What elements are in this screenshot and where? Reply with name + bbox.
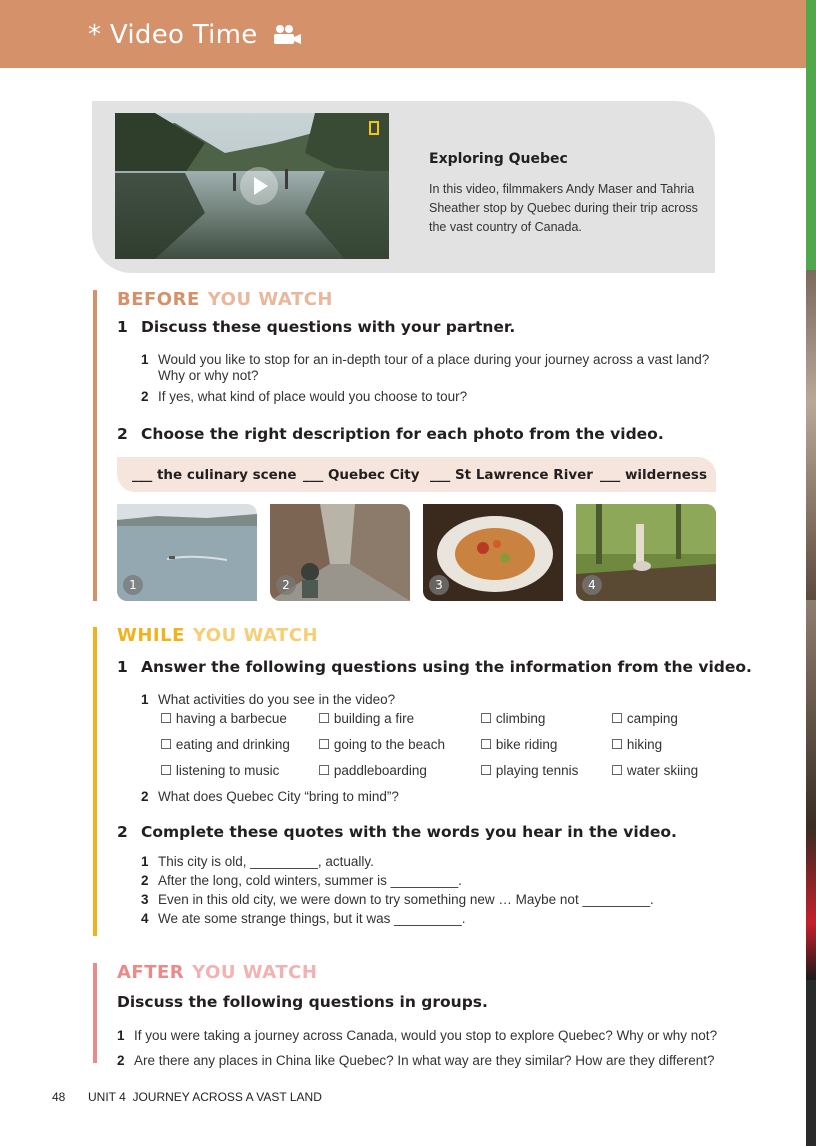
word-bank-item: ___ St Lawrence River [430, 467, 593, 483]
option-checkbox[interactable]: ☐ going to the beach [318, 737, 445, 752]
video-thumbnail[interactable] [115, 113, 389, 259]
task-text: Complete these quotes with the words you hear in the video. [141, 823, 677, 841]
quote-item [141, 892, 654, 908]
option-checkbox[interactable]: ☐ building a fire [318, 711, 415, 726]
word-bank-item: ___ the culinary scene [132, 467, 297, 483]
word-bank-item: ___ wilderness [600, 467, 707, 483]
question-text: If you were taking a journey across Canada, would you stop to explore Quebec? Why or why not? [134, 1028, 718, 1043]
page-number: 48 [52, 1090, 66, 1104]
option-label: listening to music [175, 763, 280, 778]
after-question-2 [117, 1053, 715, 1069]
before-task-1 [117, 318, 515, 336]
before-question-2 [141, 389, 467, 405]
option-label: having a barbecue [175, 711, 287, 726]
after-heading [117, 962, 317, 983]
option-checkbox[interactable]: ☐ hiking [611, 737, 663, 752]
photo-number: 2 [276, 575, 296, 595]
quote-text: Even in this old city, we were down to try something new … Maybe not _________. [158, 892, 654, 907]
brand-logo-icon [369, 121, 379, 135]
quote-text: This city is old, _________, actually. [158, 854, 374, 869]
photo-culinary [423, 504, 563, 601]
video-camera-icon [272, 24, 302, 46]
task-number: 2 [117, 823, 128, 841]
while-heading [117, 625, 318, 646]
while-task-2 [117, 823, 677, 841]
option-checkbox[interactable]: ☐ eating and drinking [160, 737, 290, 752]
while-question-1 [141, 692, 395, 708]
before-task-2 [117, 425, 664, 443]
quote-item [141, 854, 374, 870]
while-heading-word1: WHILE [117, 625, 185, 646]
while-section-bar [93, 627, 97, 936]
photo-quebec-city [270, 504, 410, 601]
edge-photo-a [806, 270, 816, 600]
option-checkbox[interactable]: ☐ listening to music [160, 763, 280, 778]
word-bank-item: ___ Quebec City [303, 467, 420, 483]
option-label: camping [626, 711, 678, 726]
photo-number: 4 [582, 575, 602, 595]
question-number: 1 [141, 692, 149, 707]
option-label: playing tennis [495, 763, 579, 778]
quote-number: 1 [141, 854, 149, 869]
question-number: 2 [117, 1053, 125, 1068]
option-label: eating and drinking [175, 737, 290, 752]
after-task: Discuss the following questions in groups. [117, 993, 488, 1011]
before-heading [117, 289, 333, 310]
option-checkbox[interactable]: ☐ bike riding [480, 737, 558, 752]
task-number: 1 [117, 318, 128, 336]
option-label: water skiing [626, 763, 699, 778]
option-label: going to the beach [333, 737, 445, 752]
video-description: In this video, filmmakers Andy Maser and Tahria Sheather stop by Quebec during their trip across the vast country of Canada. [429, 182, 698, 234]
task-text: Answer the following questions using the information from the video. [141, 658, 752, 676]
video-title: Exploring Quebec [429, 151, 568, 167]
unit-title: UNIT 4 JOURNEY ACROSS A VAST LAND [88, 1090, 322, 1104]
option-label: climbing [495, 711, 546, 726]
header-band [0, 0, 806, 68]
task-number: 2 [117, 425, 128, 443]
option-label: building a fire [333, 711, 415, 726]
option-label: hiking [626, 737, 663, 752]
task-text: Choose the right description for each photo from the video. [141, 425, 664, 443]
task-text: Discuss these questions with your partner. [141, 318, 516, 336]
quote-number: 3 [141, 892, 149, 907]
page-footer [52, 1090, 322, 1104]
option-label: bike riding [495, 737, 558, 752]
question-text: Would you like to stop for an in-depth tour of a place during your journey across a vast land? Why or why not? [158, 352, 710, 383]
while-question-2 [141, 789, 399, 805]
quote-number: 4 [141, 911, 149, 926]
before-heading-word1: BEFORE [117, 289, 200, 310]
while-heading-word2: YOU WATCH [192, 625, 319, 646]
quote-item [141, 873, 462, 889]
option-checkbox[interactable]: ☐ camping [611, 711, 678, 726]
page-edge-strip [806, 0, 816, 1146]
edge-green [806, 0, 816, 270]
page-title-text: * Video Time [88, 20, 258, 50]
question-number: 2 [141, 789, 149, 804]
page-title [88, 20, 302, 50]
while-task-1 [117, 658, 752, 676]
before-question-1 [141, 352, 726, 384]
question-text: What does Quebec City “bring to mind”? [158, 789, 399, 804]
photo-number: 3 [429, 575, 449, 595]
before-section-bar [93, 290, 97, 601]
photo-wilderness [576, 504, 716, 601]
question-text: What activities do you see in the video? [158, 692, 396, 707]
option-checkbox[interactable]: ☐ playing tennis [480, 763, 579, 778]
option-checkbox[interactable]: ☐ having a barbecue [160, 711, 287, 726]
after-heading-word1: AFTER [117, 962, 185, 983]
question-number: 1 [141, 352, 149, 367]
after-heading-word2: YOU WATCH [192, 962, 318, 983]
photo-number: 1 [123, 575, 143, 595]
quote-text: We ate some strange things, but it was _________. [158, 911, 466, 926]
question-text: Are there any places in China like Quebec? In what way are they similar? How are they different? [134, 1053, 715, 1068]
option-label: paddleboarding [333, 763, 427, 778]
option-checkbox[interactable]: ☐ water skiing [611, 763, 699, 778]
play-button[interactable] [240, 167, 278, 205]
after-question-1 [117, 1028, 717, 1044]
edge-photo-b [806, 600, 816, 980]
option-checkbox[interactable]: ☐ paddleboarding [318, 763, 427, 778]
quote-text: After the long, cold winters, summer is _________. [158, 873, 462, 888]
quote-number: 2 [141, 873, 149, 888]
task-number: 1 [117, 658, 128, 676]
question-number: 2 [141, 389, 149, 404]
question-number: 1 [117, 1028, 125, 1043]
quote-item [141, 911, 465, 927]
question-text: If yes, what kind of place would you choose to tour? [158, 389, 468, 404]
before-heading-word2: YOU WATCH [207, 289, 333, 310]
after-section-bar [93, 963, 97, 1063]
option-checkbox[interactable]: ☐ climbing [480, 711, 546, 726]
photo-st-lawrence [117, 504, 257, 601]
